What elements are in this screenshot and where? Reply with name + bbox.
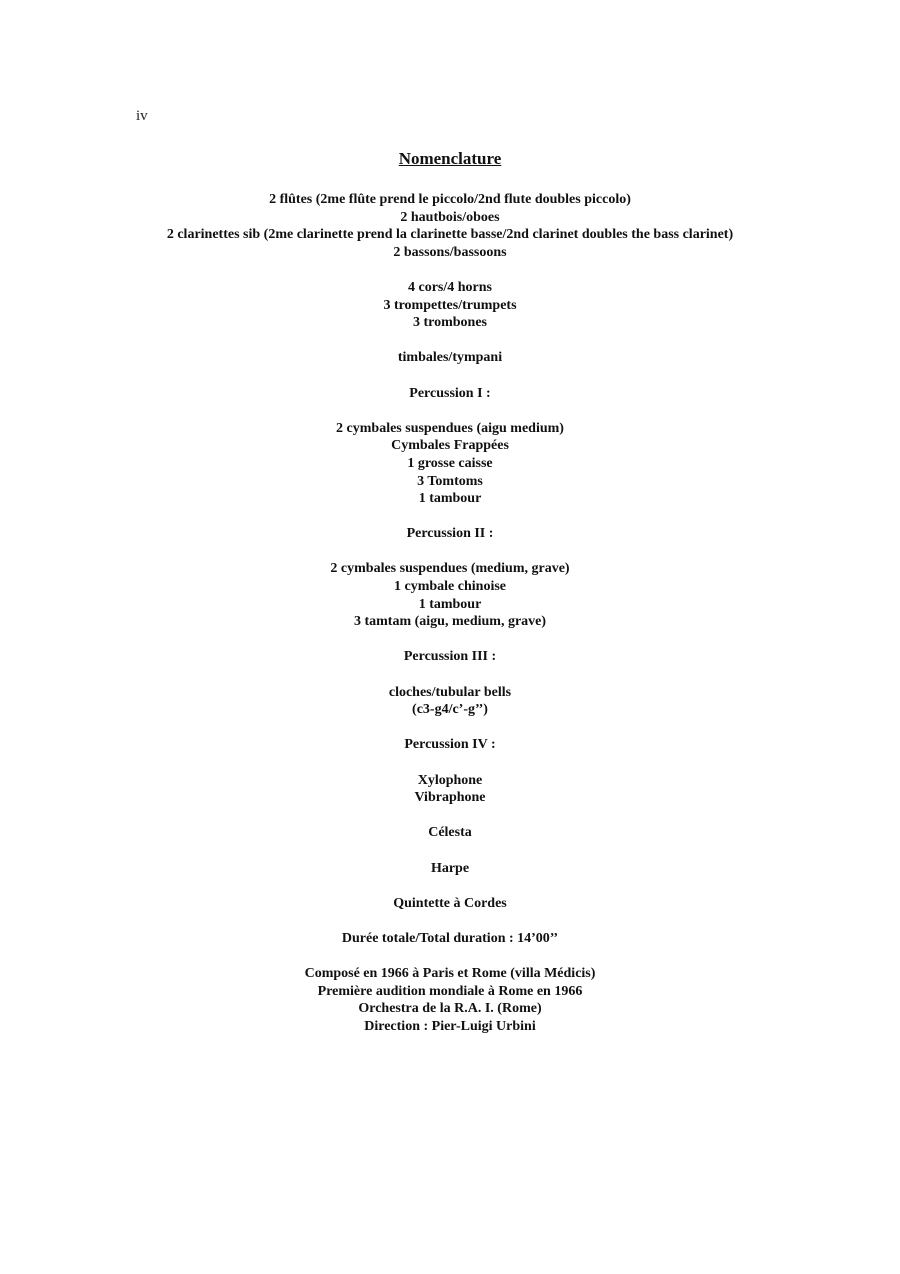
celesta-group <box>0 824 900 842</box>
percussion-4-heading <box>0 736 900 754</box>
instrumentation-list <box>0 191 900 1053</box>
percussion-item: Vibraphone <box>414 790 486 806</box>
percussion-heading: Percussion I : <box>409 385 491 401</box>
percussion-1-items <box>0 420 900 508</box>
percussion-3-heading <box>0 648 900 666</box>
woodwind-line: 2 flûtes (2me flûte prend le piccolo/2nd flute doubles piccolo) <box>269 192 631 207</box>
woodwinds-group <box>0 191 900 261</box>
harp-group <box>0 860 900 878</box>
duration-group <box>0 930 900 948</box>
percussion-heading: Percussion IV : <box>404 737 496 753</box>
harp-line: Harpe <box>430 860 470 876</box>
composition-info-group <box>0 965 900 1035</box>
celesta-line: Célesta <box>428 825 472 841</box>
percussion-item: 1 tambour <box>418 491 482 507</box>
woodwind-line: 2 clarinettes sib (2me clarinette prend la clarinette basse/2nd clarinet doubles the bass clarinet) <box>166 227 734 243</box>
percussion-3-items <box>0 684 900 719</box>
percussion-item: 2 cymbales suspendues (aigu medium) <box>336 420 564 436</box>
duration-line: Durée totale/Total duration : 14’00’’ <box>341 930 559 946</box>
percussion-item: Xylophone <box>417 772 483 788</box>
percussion-item: 2 cymbales suspendues (medium, grave) <box>330 561 570 577</box>
percussion-2-items <box>0 560 900 630</box>
brass-group <box>0 279 900 332</box>
percussion-item: 1 tambour <box>418 596 482 612</box>
percussion-item: 1 grosse caisse <box>407 455 493 471</box>
page-number: iv <box>136 108 148 124</box>
percussion-item: 3 tamtam (aigu, medium, grave) <box>353 614 547 630</box>
strings-group <box>0 895 900 913</box>
timpani-line: timbales/tympani <box>397 350 503 366</box>
composition-info-line: Orchestra de la R.A. I. (Rome) <box>358 1001 542 1017</box>
percussion-heading: Percussion III : <box>403 649 497 665</box>
brass-line: 4 cors/4 horns <box>408 279 492 295</box>
percussion-heading: Percussion II : <box>406 526 494 542</box>
composition-info-line: Direction : Pier-Luigi Urbini <box>364 1018 536 1034</box>
page-title: Nomenclature <box>398 149 502 168</box>
strings-line: Quintette à Cordes <box>393 895 507 911</box>
composition-info-line: Première audition mondiale à Rome en 1966 <box>317 983 583 999</box>
percussion-1-heading <box>0 385 900 403</box>
brass-line: 3 trompettes/trumpets <box>383 297 517 313</box>
percussion-item: (c3-g4/c’-g’’) <box>412 702 488 718</box>
woodwind-line: 2 hautbois/oboes <box>400 209 500 225</box>
percussion-4-items <box>0 772 900 807</box>
brass-line: 3 trombones <box>412 315 488 331</box>
timpani-group <box>0 349 900 367</box>
composition-info-line: Composé en 1966 à Paris et Rome (villa Médicis) <box>304 966 596 982</box>
percussion-item: 3 Tomtoms <box>417 473 483 489</box>
percussion-item: Cymbales Frappées <box>391 438 509 454</box>
percussion-item: cloches/tubular bells <box>388 684 512 700</box>
percussion-2-heading <box>0 525 900 543</box>
percussion-item: 1 cymbale chinoise <box>394 579 506 595</box>
woodwind-line: 2 bassons/bassoons <box>393 244 507 260</box>
